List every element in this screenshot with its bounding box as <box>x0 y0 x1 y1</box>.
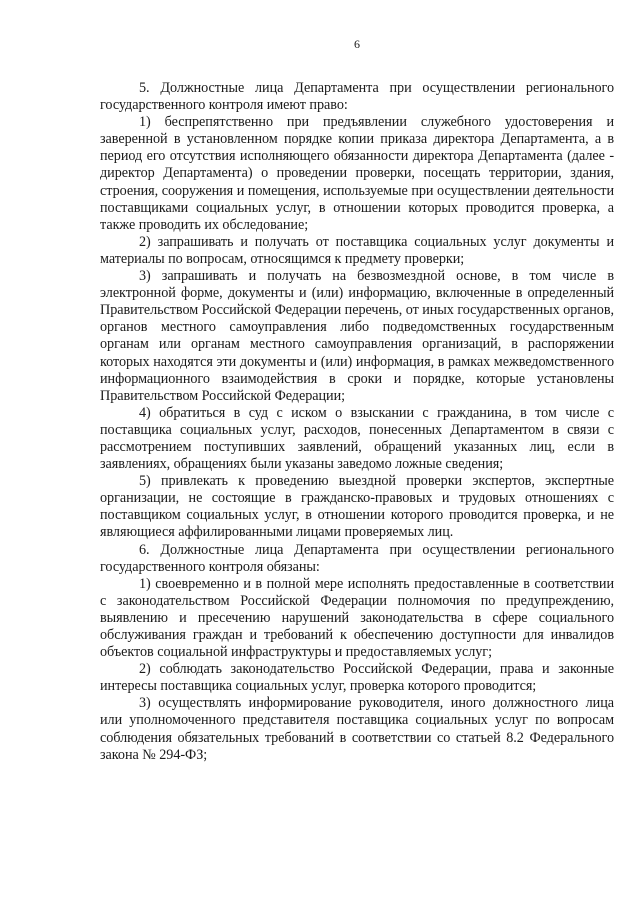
paragraph-5-item-2: 2) запрашивать и получать от поставщика социальных услуг документы и материалы по вопросам, относящимся к предмету проверки; <box>100 233 614 267</box>
paragraph-5-rights-intro: 5. Должностные лица Департамента при осуществлении регионального государственного контроля имеют право: <box>100 80 614 114</box>
page-number: 6 <box>354 37 360 51</box>
document-page <box>100 0 614 905</box>
paragraph-6-duties-intro: 6. Должностные лица Департамента при осуществлении регионального государственного контроля обязаны: <box>100 541 614 575</box>
paragraph-5-item-3: 3) запрашивать и получать на безвозмездной основе, в том числе в электронной форме, документы и (или) информацию, включенные в определенный Правительством Российской Федерации перечень, от иных государственных органов, органов местного самоуправления либо подведомственных государственным органам или органам местного самоуправления организаций, в распоряжении которых находятся эти документы и (или) информация, в рамках межведомственного информационного взаимодействия в сроки и порядке, которые установлены Правительством Российской Федерации; <box>100 268 614 404</box>
paragraph-6-item-2: 2) соблюдать законодательство Российской Федерации, права и законные интересы поставщика социальных услуг, проверка которого проводится; <box>100 661 614 695</box>
document-body <box>100 80 614 764</box>
paragraph-5-item-1: 1) беспрепятственно при предъявлении служебного удостоверения и заверенной в установленном порядке копии приказа директора Департамента, а в период его отсутствия исполняющего обязанности директора Департамента (далее - директор Департамента) о проведении проверки, посещать территории, здания, строения, сооружения и помещения, используемые при осуществлении деятельности поставщиками социальных услуг, в отношении которых проводится проверка, а также проводить их обследование; <box>100 114 614 233</box>
paragraph-6-item-3: 3) осуществлять информирование руководителя, иного должностного лица или уполномоченного представителя поставщика социальных услуг по вопросам соблюдения обязательных требований в соответствии со статьей 8.2 Федерального закона № 294-ФЗ; <box>100 695 614 763</box>
paragraph-6-item-1: 1) своевременно и в полной мере исполнять предоставленные в соответствии с законодательством Российской Федерации полномочия по предупреждению, выявлению и пресечению нарушений законодательства в сфере социального обслуживания граждан и требований к обеспечению доступности для инвалидов объектов социальной инфраструктуры и предоставляемых услуг; <box>100 575 614 661</box>
paragraph-5-item-4: 4) обратиться в суд с иском о взыскании с гражданина, в том числе с поставщика социальных услуг, расходов, понесенных Департаментом в связи с рассмотрением поступивших заявлений, обращений указанных лиц, если в заявлениях, обращениях были указаны заведомо ложные сведения; <box>100 404 614 473</box>
paragraph-5-item-5: 5) привлекать к проведению выездной проверки экспертов, экспертные организации, не состоящие в гражданско-правовых и трудовых отношениях с поставщиком социальных услуг, в отношении которого проводится проверка, и не являющиеся аффилированными лицами проверяемых лиц. <box>100 473 614 541</box>
